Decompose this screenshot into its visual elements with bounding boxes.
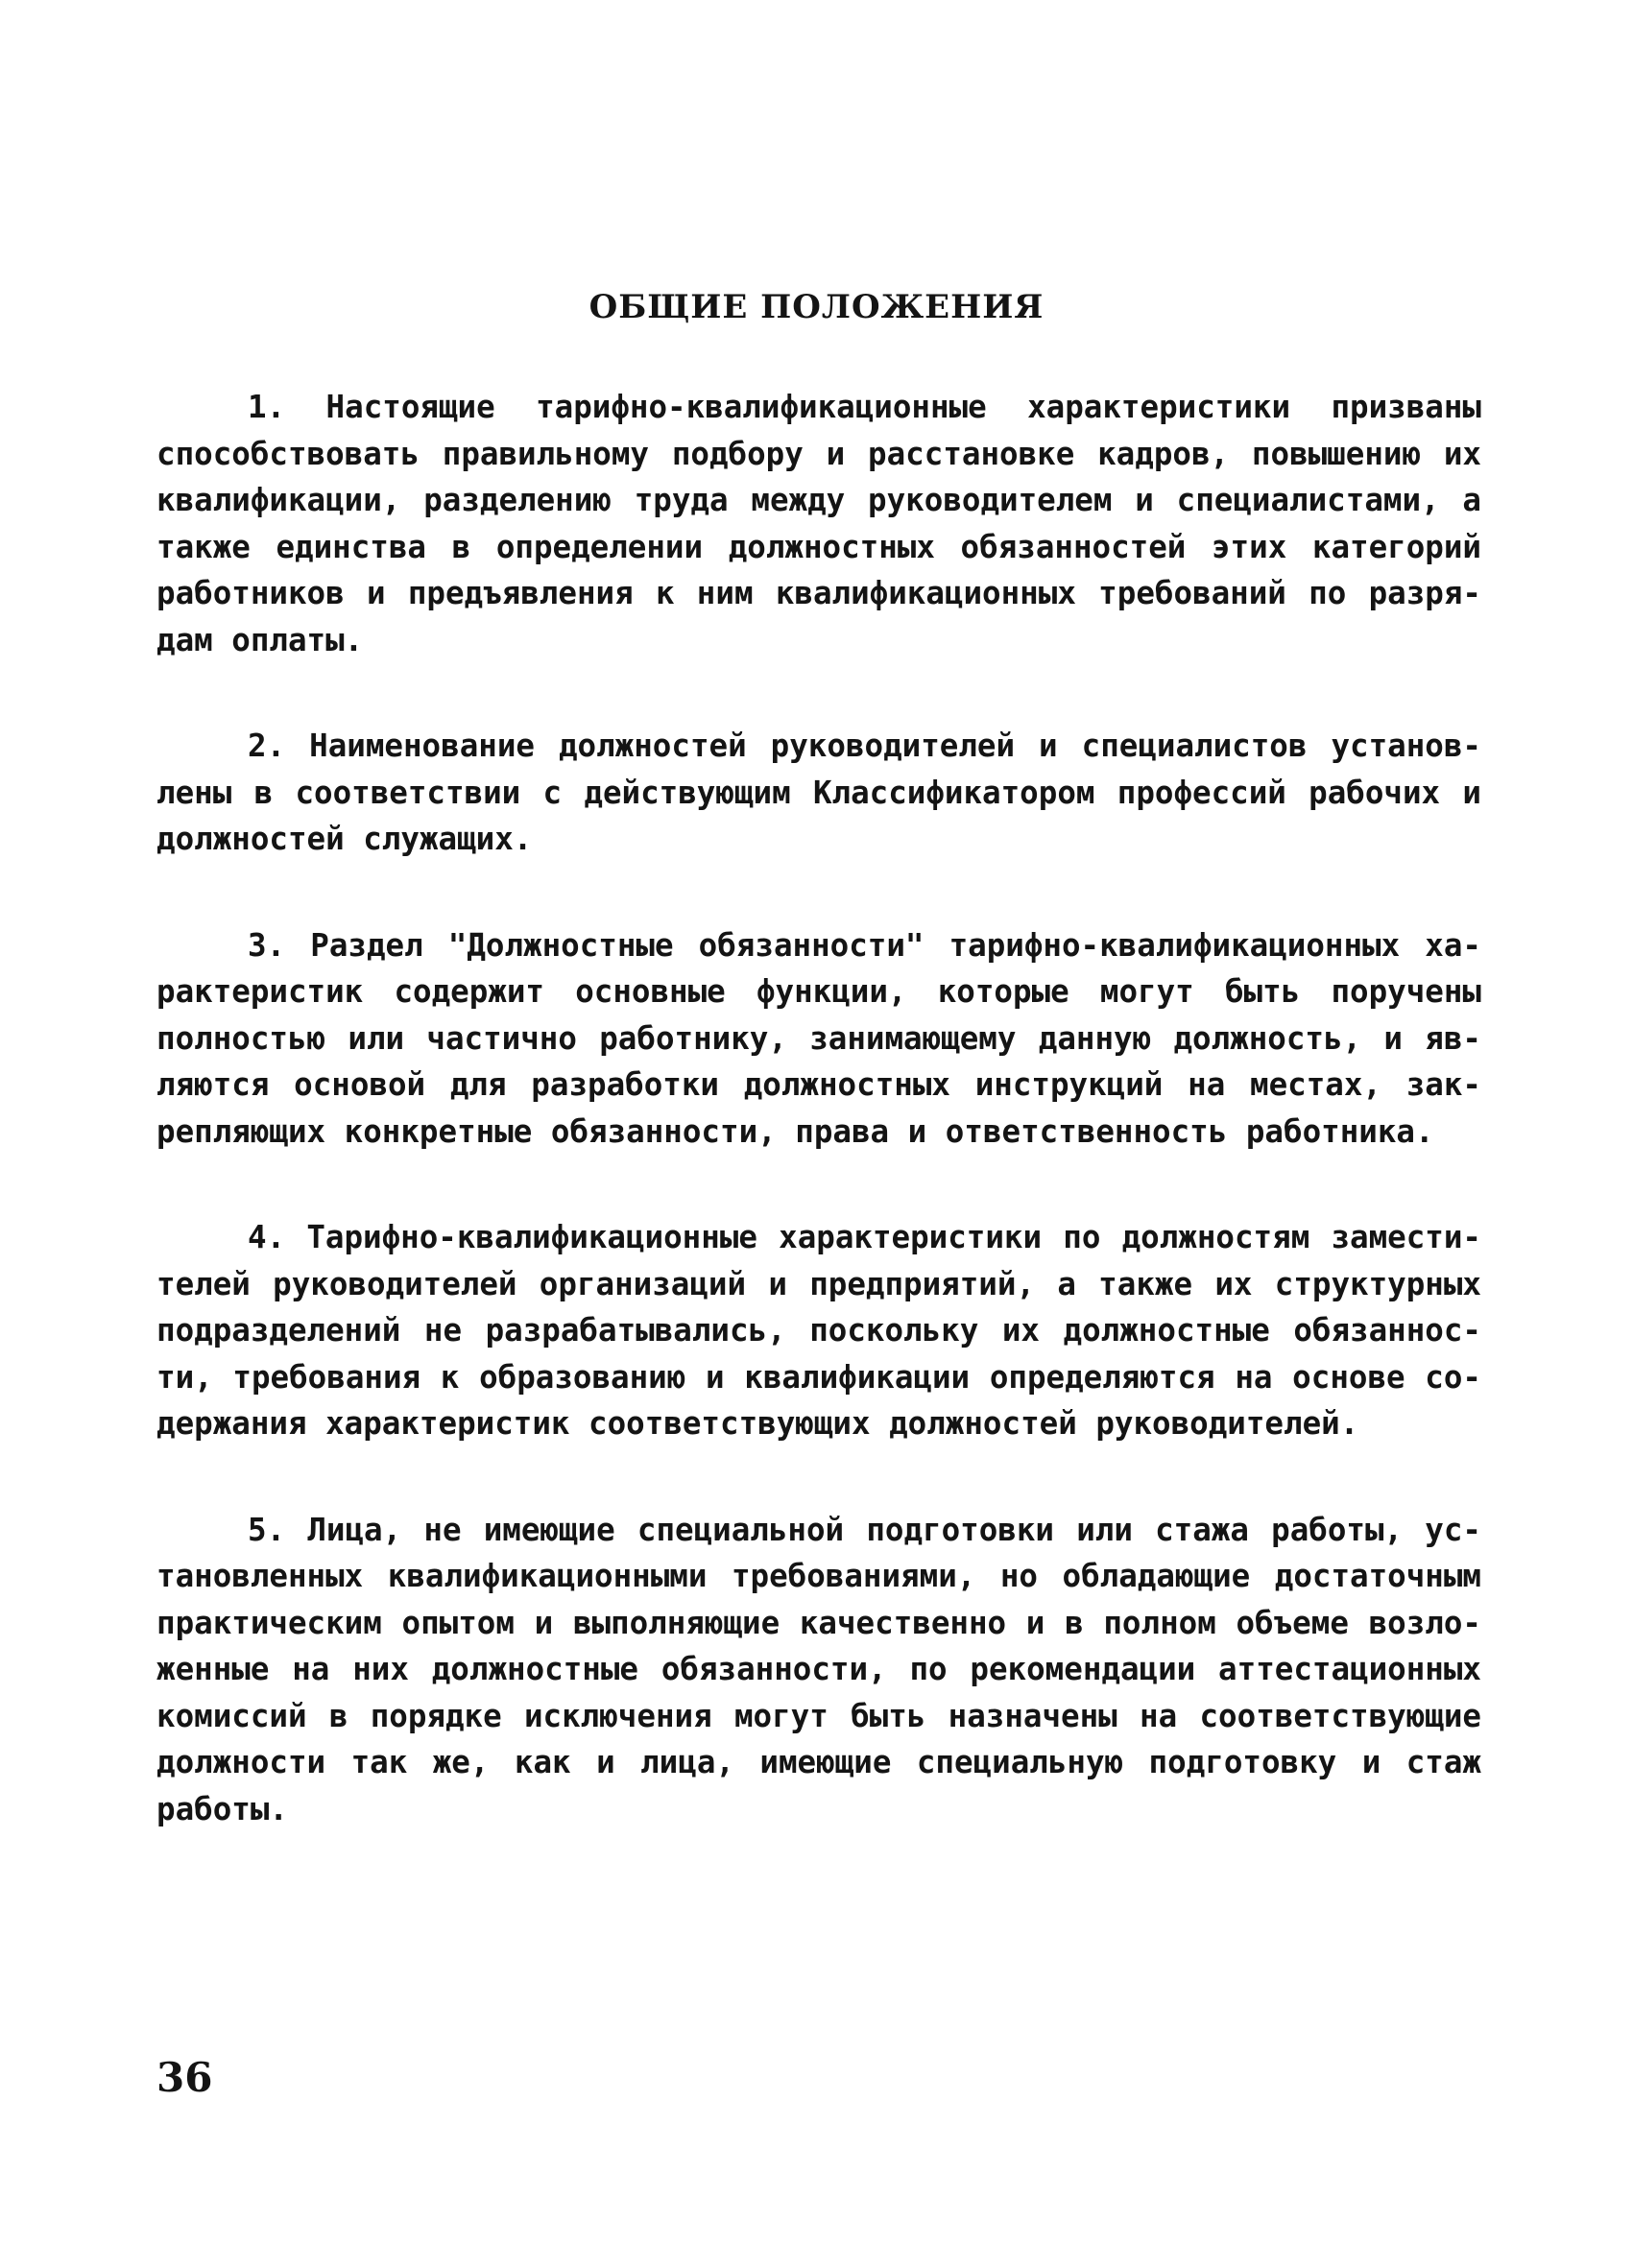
paragraph-1 — [156, 384, 1481, 663]
text-line: 5. Лица, не имеющие специальной подготовки или стажа работы, ус- — [248, 1511, 1481, 1548]
text-line: должностей служащих. — [156, 821, 533, 857]
text-line: работников и предъявления к ним квалификационных требований по разря- — [156, 575, 1481, 611]
text-line: полностью или частично работнику, занимающему данную должность, и яв- — [156, 1019, 1481, 1057]
text-line: подразделений не разрабатывались, поскольку их должностные обязаннос- — [156, 1312, 1481, 1349]
text-line: держания характеристик соответствующих должностей руководителей. — [156, 1405, 1359, 1442]
page-number: 36 — [156, 2054, 213, 2101]
text-line: комиссий в порядке исключения могут быть назначены на соответствующие — [156, 1697, 1481, 1734]
paragraph-2 — [156, 723, 1481, 863]
paragraph-4 — [156, 1214, 1481, 1447]
text-line: также единства в определении должностных обязанностей этих категорий — [156, 528, 1481, 565]
text-line: 4. Тарифно-квалификационные характеристики по должностям замести- — [248, 1219, 1481, 1255]
text-line: тановленных квалификационными требованиями, но обладающие достаточным — [156, 1558, 1481, 1594]
text-line: телей руководителей организаций и предприятий, а также их структурных — [156, 1265, 1481, 1302]
text-line: лены в соответствии с действующим Классификатором профессий рабочих и — [156, 774, 1481, 811]
section-heading: ОБЩИЕ ПОЛОЖЕНИЯ — [588, 288, 1045, 326]
text-line: квалификации, разделению труда между руководителем и специалистами, а — [156, 482, 1481, 518]
text-line: ти, требования к образованию и квалификации определяются на основе со- — [156, 1358, 1481, 1396]
paragraph-3 — [156, 922, 1481, 1156]
text-line: способствовать правильному подбору и расстановке кадров, повышению их — [156, 435, 1481, 472]
text-line: работы. — [156, 1790, 288, 1827]
text-line: рактеристик содержит основные функции, которые могут быть поручены — [156, 973, 1481, 1010]
text-line: ляются основой для разработки должностных инструкций на местах, зак- — [156, 1066, 1481, 1103]
body-text — [156, 384, 1481, 1892]
text-line: репляющих конкретные обязанности, права и ответственность работника. — [156, 1112, 1434, 1150]
text-line: 3. Раздел "Должностные обязанности" тарифно-квалификационных ха- — [248, 926, 1481, 964]
text-line: дам оплаты. — [156, 621, 364, 658]
text-line: практическим опытом и выполняющие качественно и в полном объеме возло- — [156, 1604, 1481, 1641]
paragraph-5 — [156, 1507, 1481, 1833]
text-line: 2. Наименование должностей руководителей и специалистов установ- — [248, 728, 1481, 764]
text-line: 1. Настоящие тарифно-квалификационные характеристики призваны — [248, 389, 1481, 425]
text-line: женные на них должностные обязанности, по рекомендации аттестационных — [156, 1651, 1481, 1687]
text-line: должности так же, как и лица, имеющие специальную подготовку и стаж — [156, 1744, 1481, 1780]
